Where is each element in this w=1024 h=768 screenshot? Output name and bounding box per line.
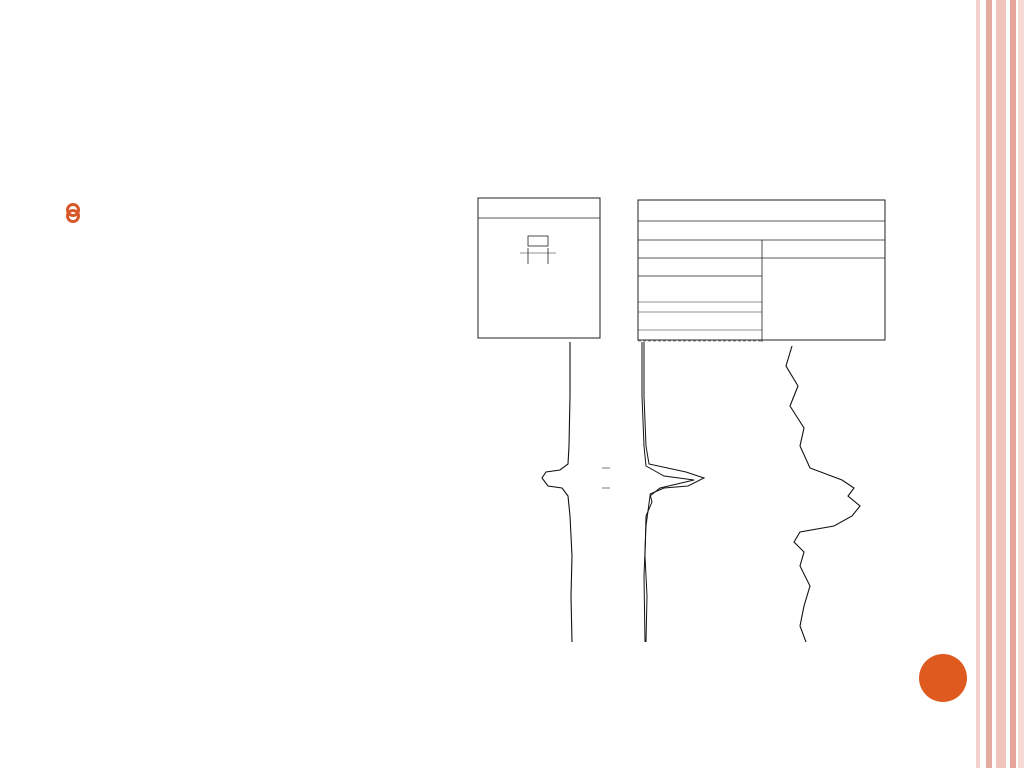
sp-curve: [542, 342, 572, 642]
border-stripe: [1010, 0, 1016, 768]
page-number-badge: [919, 654, 967, 702]
border-stripe: [986, 0, 992, 768]
border-stripe: [976, 0, 980, 768]
conductivity-curve: [786, 346, 860, 642]
well-log-figure: [474, 196, 886, 686]
sp-track-header: [478, 198, 600, 338]
bullet-icon: [66, 209, 80, 223]
border-stripe: [1018, 0, 1024, 768]
induction-curve: [642, 342, 694, 642]
bullet-list: [64, 190, 464, 196]
border-stripe: [996, 0, 1006, 768]
short-normal-curve: [644, 342, 704, 642]
